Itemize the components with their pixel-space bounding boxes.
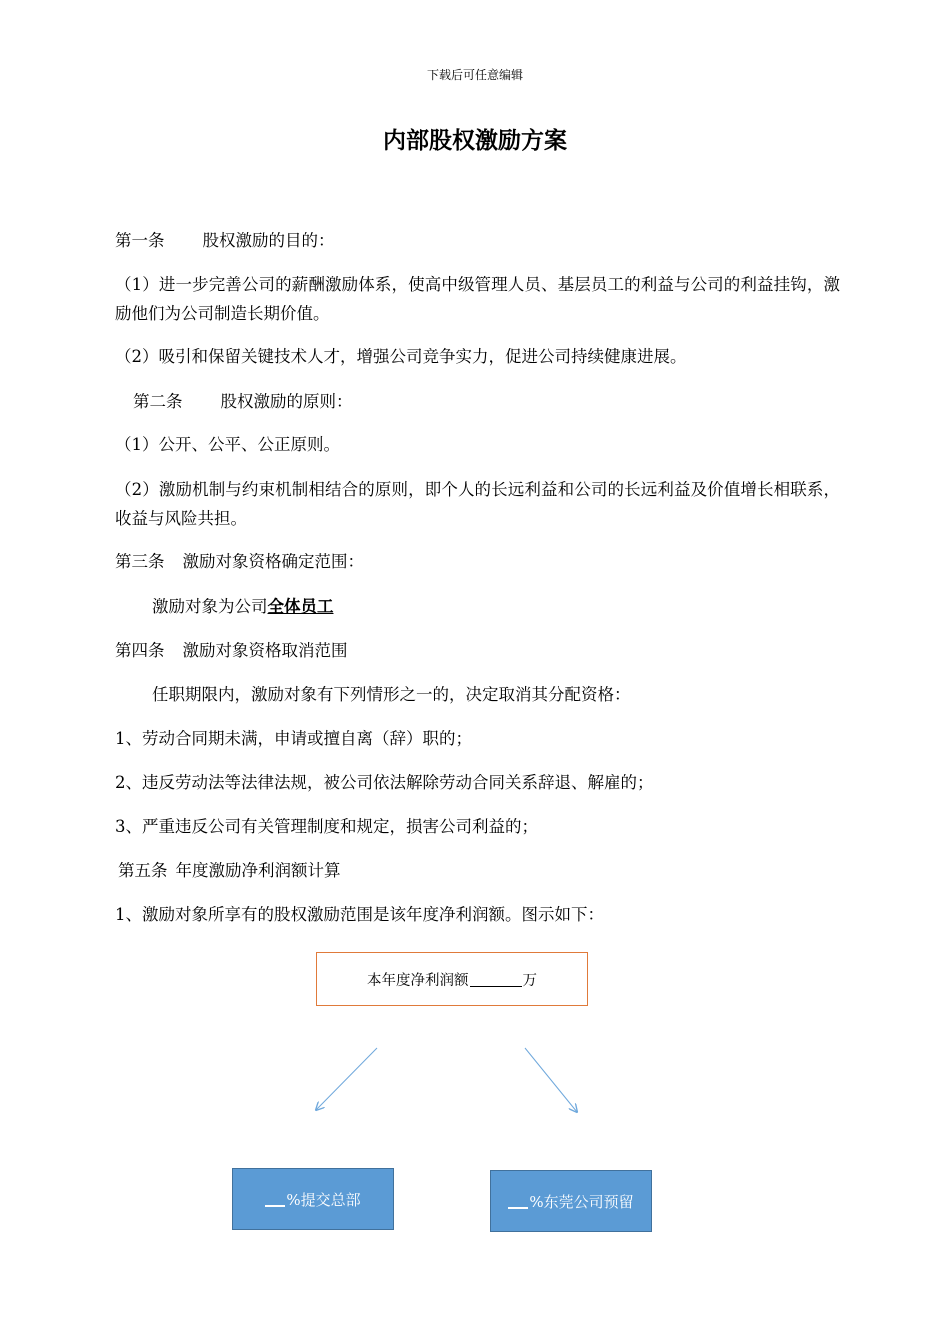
percent-blank	[508, 1193, 528, 1209]
article-5-paragraph-1: 1、激励对象所享有的股权激励范围是该年度净利润额。图示如下：	[115, 905, 604, 924]
article-1-number: 第一条	[115, 231, 165, 250]
article-4-item: 2、违反劳动法等法律法规，被公司依法解除劳动合同关系辞退、解雇的；	[115, 773, 654, 792]
all-staff-emphasis: 全体员工	[267, 597, 334, 616]
article-2-title: 股权激励的原则：	[220, 392, 353, 411]
net-profit-label: 本年度净利润额	[367, 972, 469, 989]
headquarters-share-label: %提交总部	[286, 1190, 361, 1209]
article-5-number: 第五条	[118, 861, 168, 880]
article-4-item: 3、严重违反公司有关管理制度和规定，损害公司利益的；	[115, 817, 538, 836]
article-2-paragraph-2: （2）激励机制与约束机制相结合的原则，即个人的长远利益和公司的长远利益及价值增长相联系，收益与风险共担。	[115, 480, 840, 528]
header-note: 下载后可任意编辑	[426, 68, 523, 82]
article-3-text: 激励对象为公司	[152, 597, 268, 616]
article-1-title: 股权激励的目的：	[202, 231, 335, 250]
article-1-paragraph-1: （1）进一步完善公司的薪酬激励体系，使高中级管理人员、基层员工的利益与公司的利益挂钩，激励他们为公司制造长期价值。	[115, 275, 840, 323]
net-profit-unit: 万	[522, 972, 537, 989]
article-2-number: 第二条	[133, 392, 183, 411]
left-arrow	[316, 1048, 377, 1110]
percent-blank	[265, 1191, 285, 1207]
article-1-paragraph-2: （2）吸引和保留关键技术人才，增强公司竞争实力，促进公司持续健康进展。	[115, 347, 687, 366]
article-5-title: 年度激励净利润额计算	[175, 861, 341, 880]
dongguan-share-box	[490, 1170, 652, 1232]
article-4-title: 激励对象资格取消范围	[182, 641, 348, 660]
headquarters-share-box	[232, 1168, 394, 1230]
article-4-number: 第四条	[115, 641, 165, 660]
article-3-title: 激励对象资格确定范围：	[182, 552, 364, 571]
article-2-paragraph-1: （1）公开、公平、公正原则。	[115, 435, 340, 454]
dongguan-share-label: %东莞公司预留	[529, 1192, 634, 1211]
article-4-item: 1、劳动合同期未满，申请或擅自离（辞）职的；	[115, 729, 472, 748]
document-title: 内部股权激励方案	[383, 128, 567, 154]
article-3-number: 第三条	[115, 552, 165, 571]
right-arrow	[525, 1048, 577, 1112]
article-4-intro: 任职期限内，激励对象有下列情形之一的，决定取消其分配资格：	[152, 685, 631, 704]
